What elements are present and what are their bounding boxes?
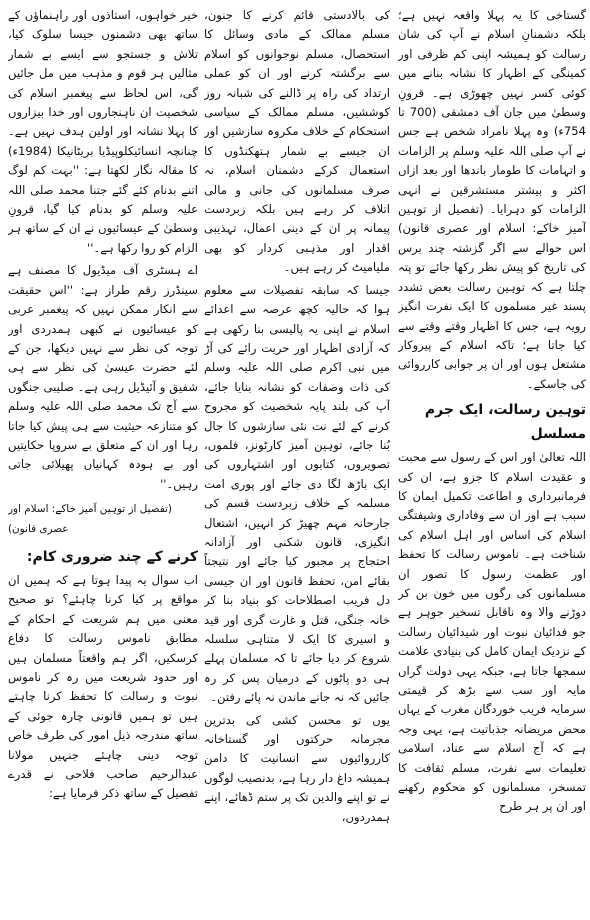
article-paragraph: اللہ تعالیٰ اور اس کے رسول سے محبت و عقیدت اسلام کا جزو ہے، ان کی فرمانبرداری و اطاعت تکمیل ایمان کا سبب ہے اور ان سے وفاداری وشیفتگی اسلام کی اساس اور اہل اسلام کی شناخت ہے۔ ناموس رسالت کا تحفظ اور عظمت رسول کا تصور ان مسلمانوں کی رگوں میں خون بن کر دوڑنے والا وہ ناقابل تسخیر جوہر ہے جو فدائیان نبوت اور شیدائیان رسالت کے نزدیک ایمان کامل کی بنیادی علامت سمجھا جاتا ہے، جبکہ یہی دولت گراں مایہ اور سب سے بڑھ کر قیمتی سرمایہ فریب خوردگان مغرب کے یہاں محض مریضانہ جذباتیت ہے، یہی وجہ ہے کہ آج اسلام سے عناد، اسلامی تعلیمات سے نفرت، مسلم ثقافت کا تمسخر، مسلمانوں کو محکوم رکھنے اور ان پر ہر طرح — [398, 450, 586, 814]
section-heading: کرنے کے چند ضروری کام: — [26, 548, 198, 565]
article-paragraph: جیسا کہ سابقہ تفصیلات سے معلوم ہوا کہ حالیہ کچھ عرصہ سے اعدائے اسلام نے اپنی یہ پالیسی بنا رکھی ہے کہ آزادی اظہار اور حریت رائے کی آڑ میں نبی اکرم صلی اللہ علیہ وسلم کی ذات وصفات کو نشانہ بنایا جائے، آپ کی بلند پایہ شخصیت کو مجروح کرنے کے لئے نت نئی سازشوں کا جال بُنا جائے، توہین آمیز کارٹونز، فلموں، تصویروں، کتابوں اور اشتہاروں کی ایک باڑھ لگا دی جائے اور پوری امت مسلمہ کے خلاف زبردست قسم کی جارحانہ مہم چھیڑ کر انہیں، اشتعال انگیزی، قانون شکنی اور آزادانہ احتجاج پر مجبور کیا جائے اور نتیجتاً بقائے امن، تحفظ قانون اور ان جیسی دل فریب اصطلاحات کو بنیاد بنا کر خانہ جنگی، قتل و غارت گری اور قید و اسیری کا ایک لا متناہی سلسلہ شروع کر دیا جائے تا کہ مسلمان پہلے ہی دو پاٹوں کے درمیان پس کر رہ جائیں کہ نہ جانے ماندن نہ پائے رفتن۔ — [204, 282, 390, 705]
article-column-middle — [204, 6, 390, 914]
article-column-right — [398, 6, 586, 914]
article-paragraph: کی بالادستی قائم کرنے کا جنون، مسلم ممالک کے مادی وسائل کا استحصال، مسلم نوجوانوں کو اسلام سے برگشتہ کرنے اور ان کو عملی ارتداد کی راہ پر ڈالنے کی شبانہ روز کوششیں، مسلم ممالک کے سیاسی استحکام کے خلاف مکروہ سازشیں اور ان جیسے بے شمار ہتھکنڈوں کا استعمال کرکے دشمنان اسلام، نہ صرف مسلمانوں کی جانی و مالی اتلاف کر رہے ہیں بلکہ زبردست پیمانہ پر ان کے دینی اعمال، تہذیبی اقدار اور مذہبی کردار کو بھی ملیامیٹ کر رہے ہیں۔ — [204, 8, 390, 275]
article-paragraph: اب سوال یہ پیدا ہوتا ہے کہ ہمیں ان مواقع پر کیا کرنا چاہئے؟ تو صحیح معنی میں ہم شریعت کے احکام کے مطابق ناموس رسالت کا دفاع کرسکیں، اگر ہم واقعتاً مسلمان ہیں اور حدود شریعت میں رہ کر ناموس نبوت و رسالت کا تحفظ کرنا چاہتے ہیں تو ہمیں قانونی چارہ جوئی کے ساتھ مندرجہ ذیل امور کی طرف خاص توجہ دینی چاہئے جنہیں مولانا عبدالرحیم صاحب فلاحی نے قدرے تفصیل کے ساتھ ذکر فرمایا ہے: — [8, 572, 198, 801]
article-column-left — [8, 6, 198, 914]
section-heading: توہین رسالت، ایک جرم مسلسل — [424, 402, 586, 443]
article-paragraph: گستاخی کا یہ پہلا واقعہ نہیں ہے؛ بلکہ دشمنانِ اسلام نے آپ کی شان رسالت کو ہمیشہ اپنی کم ظرفی اور کمینگی کے اظہار کا نشانہ بنانے میں کوئی کسر نہیں چھوڑی ہے۔ قرونِ وسطیٰ میں جان آف دمشقی (700 تا 754ء) وہ پہلا نامراد شخص ہے جس نے آپ صلی اللہ علیہ وسلم پر الزامات و اتہامات کا طومار باندھا اور بعد ازاں اکثر و بیشتر مستشرقین نے انہی الزامات کو دہرایا۔ (تفصیل از توہین آمیز خاکے: اسلام اور عصری قانون) اس حوالے سے اگر گزشتہ چند برس کی تاریخ کو پیش نظر رکھا جائے تو پتہ چلتا ہے کہ توہین رسالت بعض تشدد پسند غیر مسلموں کا ایک نفرت انگیز رویہ ہے، جس کا اظہار وقتے وقتے سے کیا جاتا ہے؛ تاکہ اسلام کے پیروکار مشتعل ہوں اور ان پر جوابی کارروائی کی جاسکے۔ — [398, 8, 586, 391]
source-note: (تفصیل از توہین آمیز خاکے: اسلام اور عصری قانون) — [8, 503, 172, 535]
article-paragraph: یوں تو محسن کشی کی بدترین مجرمانہ حرکتوں اور گستاخانہ کارروائیوں سے انسانیت کا دامن ہمیشہ داغ دار رہا ہے، بدنصیب لوگوں نے تو اپنے والدین تک پر ستم ڈھائے، اپنے ہمدردوں، — [204, 712, 390, 824]
article-paragraph: اے ہسٹری آف میڈیول کا مصنف ہے سینڈرز رقم طراز ہے: ''اس حقیقت سے انکار ممکن نہیں کہ پیغمبر عربی کو عیسائیوں نے کبھی ہمدردی اور توجہ کی نظر سے نہیں دیکھا، جن کے لئے حضرت عیسیٰ کی نظر سے ہی شفیق و آئیڈیل رہی ہے۔ صلیبی جنگوں سے آج تک محمد صلی اللہ علیہ وسلم کو متنازعہ حیثیت سے ہی پیش کیا جاتا رہا اور ان کے متعلق بے سروپا حکایتیں اور بے ہودہ کہانیاں پھیلائی جاتی رہیں۔'' — [8, 263, 198, 491]
article-paragraph: خیر خواہوں، استاذوں اور راہنماؤں کے ساتھ بھی دشمنوں جیسا سلوک کیا، تلاش و جستجو سے ایسے بے شمار مثالیں ہر قوم و مذہب میں مل جائیں گی، اس لحاظ سے پیغمبر اسلام کی شخصیت ان ناہنجاروں اور خدا بیزاروں کا پہلا نشانہ اور اولین ہدف نہیں ہے۔ چنانچہ انسائیکلوپیڈیا بریٹانیکا (1984ء) کا مقالہ نگار لکھتا ہے: ''بہت کم لوگ اتنے بدنام کئے گئے جتنا محمد صلی اللہ علیہ وسلم کو بدنام کیا گیا، قرونِ وسطیٰ کے عیسائیوں نے ان کے ساتھ ہر الزام کو روا رکھا ہے۔'' — [8, 8, 198, 255]
